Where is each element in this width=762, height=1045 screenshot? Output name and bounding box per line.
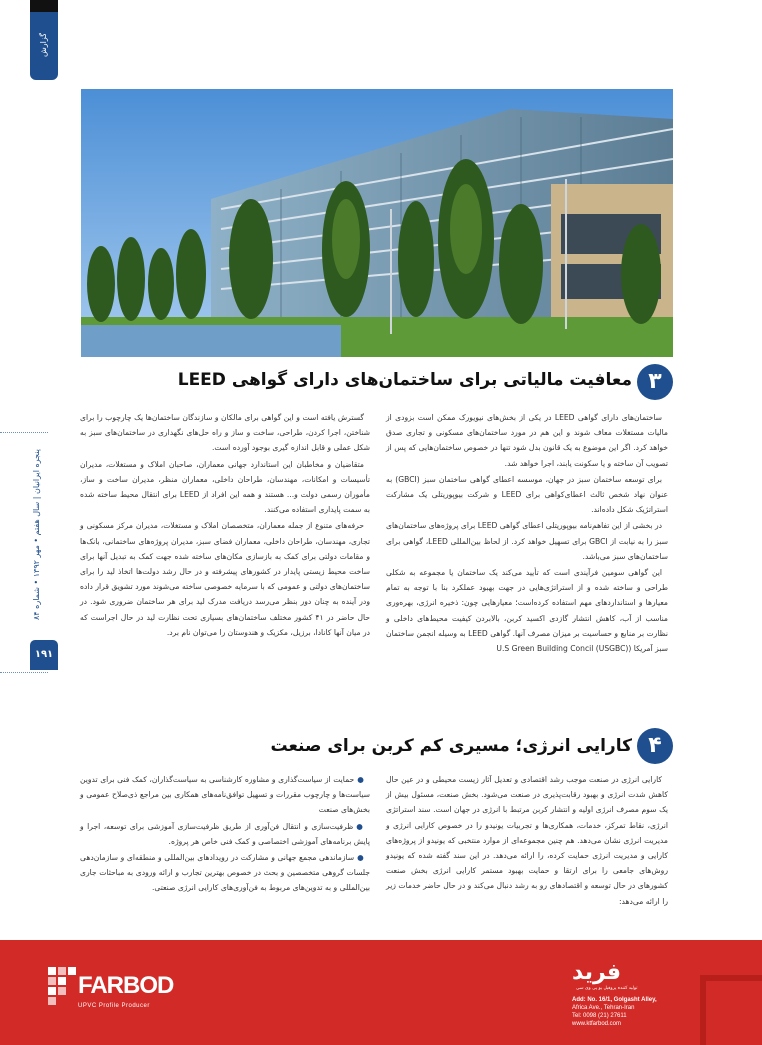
bullet-icon: ● [357, 853, 364, 863]
paragraph: گسترش یافته است و این گواهی برای مالکان و سازندگان ساختمان‌ها یک چارچوب را برای شناختن، اجرا کردن، طراحی، ساخت و ساز و راه حل‌های نگهداری در ساختمان‌های سبز به شکل عملی و قابل اندازه گیری بوجود آورده است. [80, 413, 370, 453]
divider [0, 672, 48, 673]
bullet-text: ظرفیت‌سازی و انتقال فن‌آوری از طریق ظرفیت‌سازی آموزشی برای توسعه، اجرا و پایش برنامه‌های آموزشی اختصاصی و کمک فنی خاص هر پروژه. [80, 821, 370, 846]
bullet-text: حمایت از سیاست‌گذاری و مشاوره کارشناسی به سیاست‌گذاران، کمک فنی برای تدوین سیاست‌ها و چارچوب مقررات و تسهیل توافق‌نامه‌های همکاری بین مراجع ذی‌صلاح عمومی و بخش‌های صنعت [80, 775, 370, 815]
paragraph: متقاضیان و مخاطبان این استاندارد جهانی معماران، صاحبان املاک و مستغلات، مدیران تأسیسات و امکانات، مهندسان، طراحان داخلی، معماران منظر، مدیران ساخت و ساز، مأموران رسمی دولت و... هستند و همه این افراد از LEED برای انتقال محیط ساخته شده به سمت پایداری استفاده می‌کنند. [80, 459, 370, 515]
divider [0, 432, 48, 433]
brand-name: FARBOD [78, 972, 174, 999]
brand-tagline-persian: تولید کننده پروفیل یو پی وی سی [576, 986, 638, 991]
paragraph: در بخشی از این تفاهم‌نامه بیوپوریتلی اعطای گواهی LEED برای پروژه‌های ساختمان‌های سبز را به نیابت از GBCI برای تسهیل خواهد کرد. از لحاظ بین‌المللی LEED، گواهی برای ساختمان‌های سبز می‌باشد. [386, 521, 668, 561]
article-column-left [80, 410, 370, 641]
bullet-icon: ● [357, 775, 364, 784]
brand-tagline: UPVC Profile Producer [78, 1003, 150, 1009]
building-photo [81, 89, 673, 357]
paragraph: حرفه‌های متنوع از جمله معماران، متخصصان املاک و مستغلات، مدیران مرکز مسکونی و تجاری، مهندسان، طراحان داخلی، معماران فضای سبز، مدیران پروژه‌های ساختمانی، بانک‌ها و مقامات دولتی برای کمک به بازسازی مکان‌های ساخته شده جهت کمک به تبدیل آنها برای ساخت محیط زیستی پایدار در کشورهای پیشرفته و در حال رشد دولت‌ها اتخاذ لید را برای ساختمان‌های دولتی و عمومی که با سرمایه خصوصی ساخته می‌شوند مورد تشویق قرار داده ودر آینده به چنان دور بنظر می‌رسد دریافت مدرک لید برای هر ساختمان ضروری شود. در حال حاضر در ۴۱ کشور مختلف ساختمان‌های بسیاری تحت نظارت لید در حال اجراست که در میان آنها کانادا، برزیل، مکزیک و هندوستان را می‌توان نام برد. [80, 521, 370, 637]
section-number-badge: ۴ [637, 728, 673, 764]
address-line: Africa Ave., Tehran-Iran [572, 1005, 635, 1011]
section-tab-label: گزارش [39, 32, 48, 58]
tab-cap [30, 0, 58, 12]
bullet-item [80, 850, 370, 896]
article-column-right [386, 772, 668, 910]
issue-info: پنجره ایرانیان | سال هفتم • مهر ۱۳۹۲ • شماره ۸۴ [32, 449, 41, 621]
bullet-text: سازماندهی مجمع جهانی و مشارکت در رویدادهای بین‌المللی و منطقه‌ای و سازمان‌دهی جلسات گروهی متخصصین و بحث در خصوص بهترین تجارب و ارائه ورودی به مباحثات جاری بین‌المللی و به تدوین‌های مربوط به فن‌آوری‌های کارایی انرژی صنعتی. [80, 853, 370, 893]
website-link: www.ktfarbod.com [572, 1021, 622, 1027]
address-line: Add: No. 16/1, Golgasht Alley, [572, 997, 657, 1003]
decorative-corner [700, 975, 762, 1045]
bullet-item [80, 772, 370, 818]
page-number: ۱۹۱ [30, 640, 58, 670]
paragraph: ساختمان‌های دارای گواهی LEED در یکی از بخش‌های نیویورک ممکن است بزودی از مالیات مستغلات معاف شوند و این هم در مورد ساختمان‌های مسکونی و تجاری صدق خواهد کرد. اگر این موضوع به یک قانون بدل شود تنها در خصوص ساختمان‌هایی که پس از تصویب آن ساخته و یا سکونت یابند، اجرا خواهد شد. [386, 413, 668, 468]
brand-name-persian: فرید [572, 960, 622, 985]
bullet-item [80, 819, 370, 849]
bullet-icon: ● [356, 821, 364, 831]
section-title: معافیت مالیاتی برای ساختمان‌های دارای گواهی LEED [177, 370, 632, 390]
paragraph: کارایی انرژی در صنعت موجب رشد اقتصادی و تعدیل آثار زیست محیطی و در عین حال کاهش شدت انرژی و بهبود رقابت‌پذیری در صنعت می‌شود. بخش صنعت، مسئول بیش از یک سوم مصرف انرژی اولیه و انتشار کربن مرتبط با انرژی در جهان است. سند استراتژی انرژی، نقاط تمرکز، خدمات، همکاری‌ها و تجربیات یونیدو را در خصوص کارایی انرژی و مدیریت انرژی نشان می‌دهد. هم چنین مجموعه‌ای از موارد منتخبی که یونیدو از پروژه‌های کارایی و مدیریت انرژی حمایت کرده، را ارائه می‌دهد. در این سند گفته شده که یونیدو روش‌های جامعی را برای ارتقا و حمایت بهبود مستمر کارایی انرژی بخش صنعت کشورهای در حال توسعه و اقتصادهای رو به رشد دنبال می‌کند و در حال حاضر خدمات زیر را ارائه می‌دهد: [386, 775, 668, 906]
paragraph: این گواهی سومین فرآیندی است که تأیید می‌کند یک ساختمان یا مجموعه به شکلی طراحی و ساخته شده و از استراتژی‌هایی در جهت بهبود عملکرد بنا با توجه به تمام معیارها و استانداردهای مهم استفاده کرده‌است؛ معیارهایی چون: ذخیره انرژی، بهره‌وری مناسب از آب، کاهش انتشار گازدی اکسید کربن، بالابردن کیفیت محیط‌های داخلی و نظارت بر منابع و حساسیت بر میزان مصرف آنها. گواهی LEED به وسیله انجمن ساختمان سبز آمریکا (U.S Green Building Concil (USGBC) [386, 568, 668, 654]
contact-address [572, 996, 657, 1028]
article-column-left [80, 772, 370, 897]
section-title: کارایی انرژی؛ مسیری کم کربن برای صنعت [270, 736, 632, 756]
phone: Tel: 0098 (21) 27611 [572, 1013, 627, 1019]
section-number-badge: ۳ [637, 364, 673, 400]
article-column-right [386, 410, 668, 657]
paragraph: برای توسعه ساختمان سبز در جهان، موسسه اعطای گواهی ساختمان سبز (GBCI) به عنوان نهاد شخص ثالث اعطای‌کواهی برای LEED و شرکت بیوپوریتلی یک مشارکت استراتژیک شکل داده‌اند. [386, 474, 668, 515]
